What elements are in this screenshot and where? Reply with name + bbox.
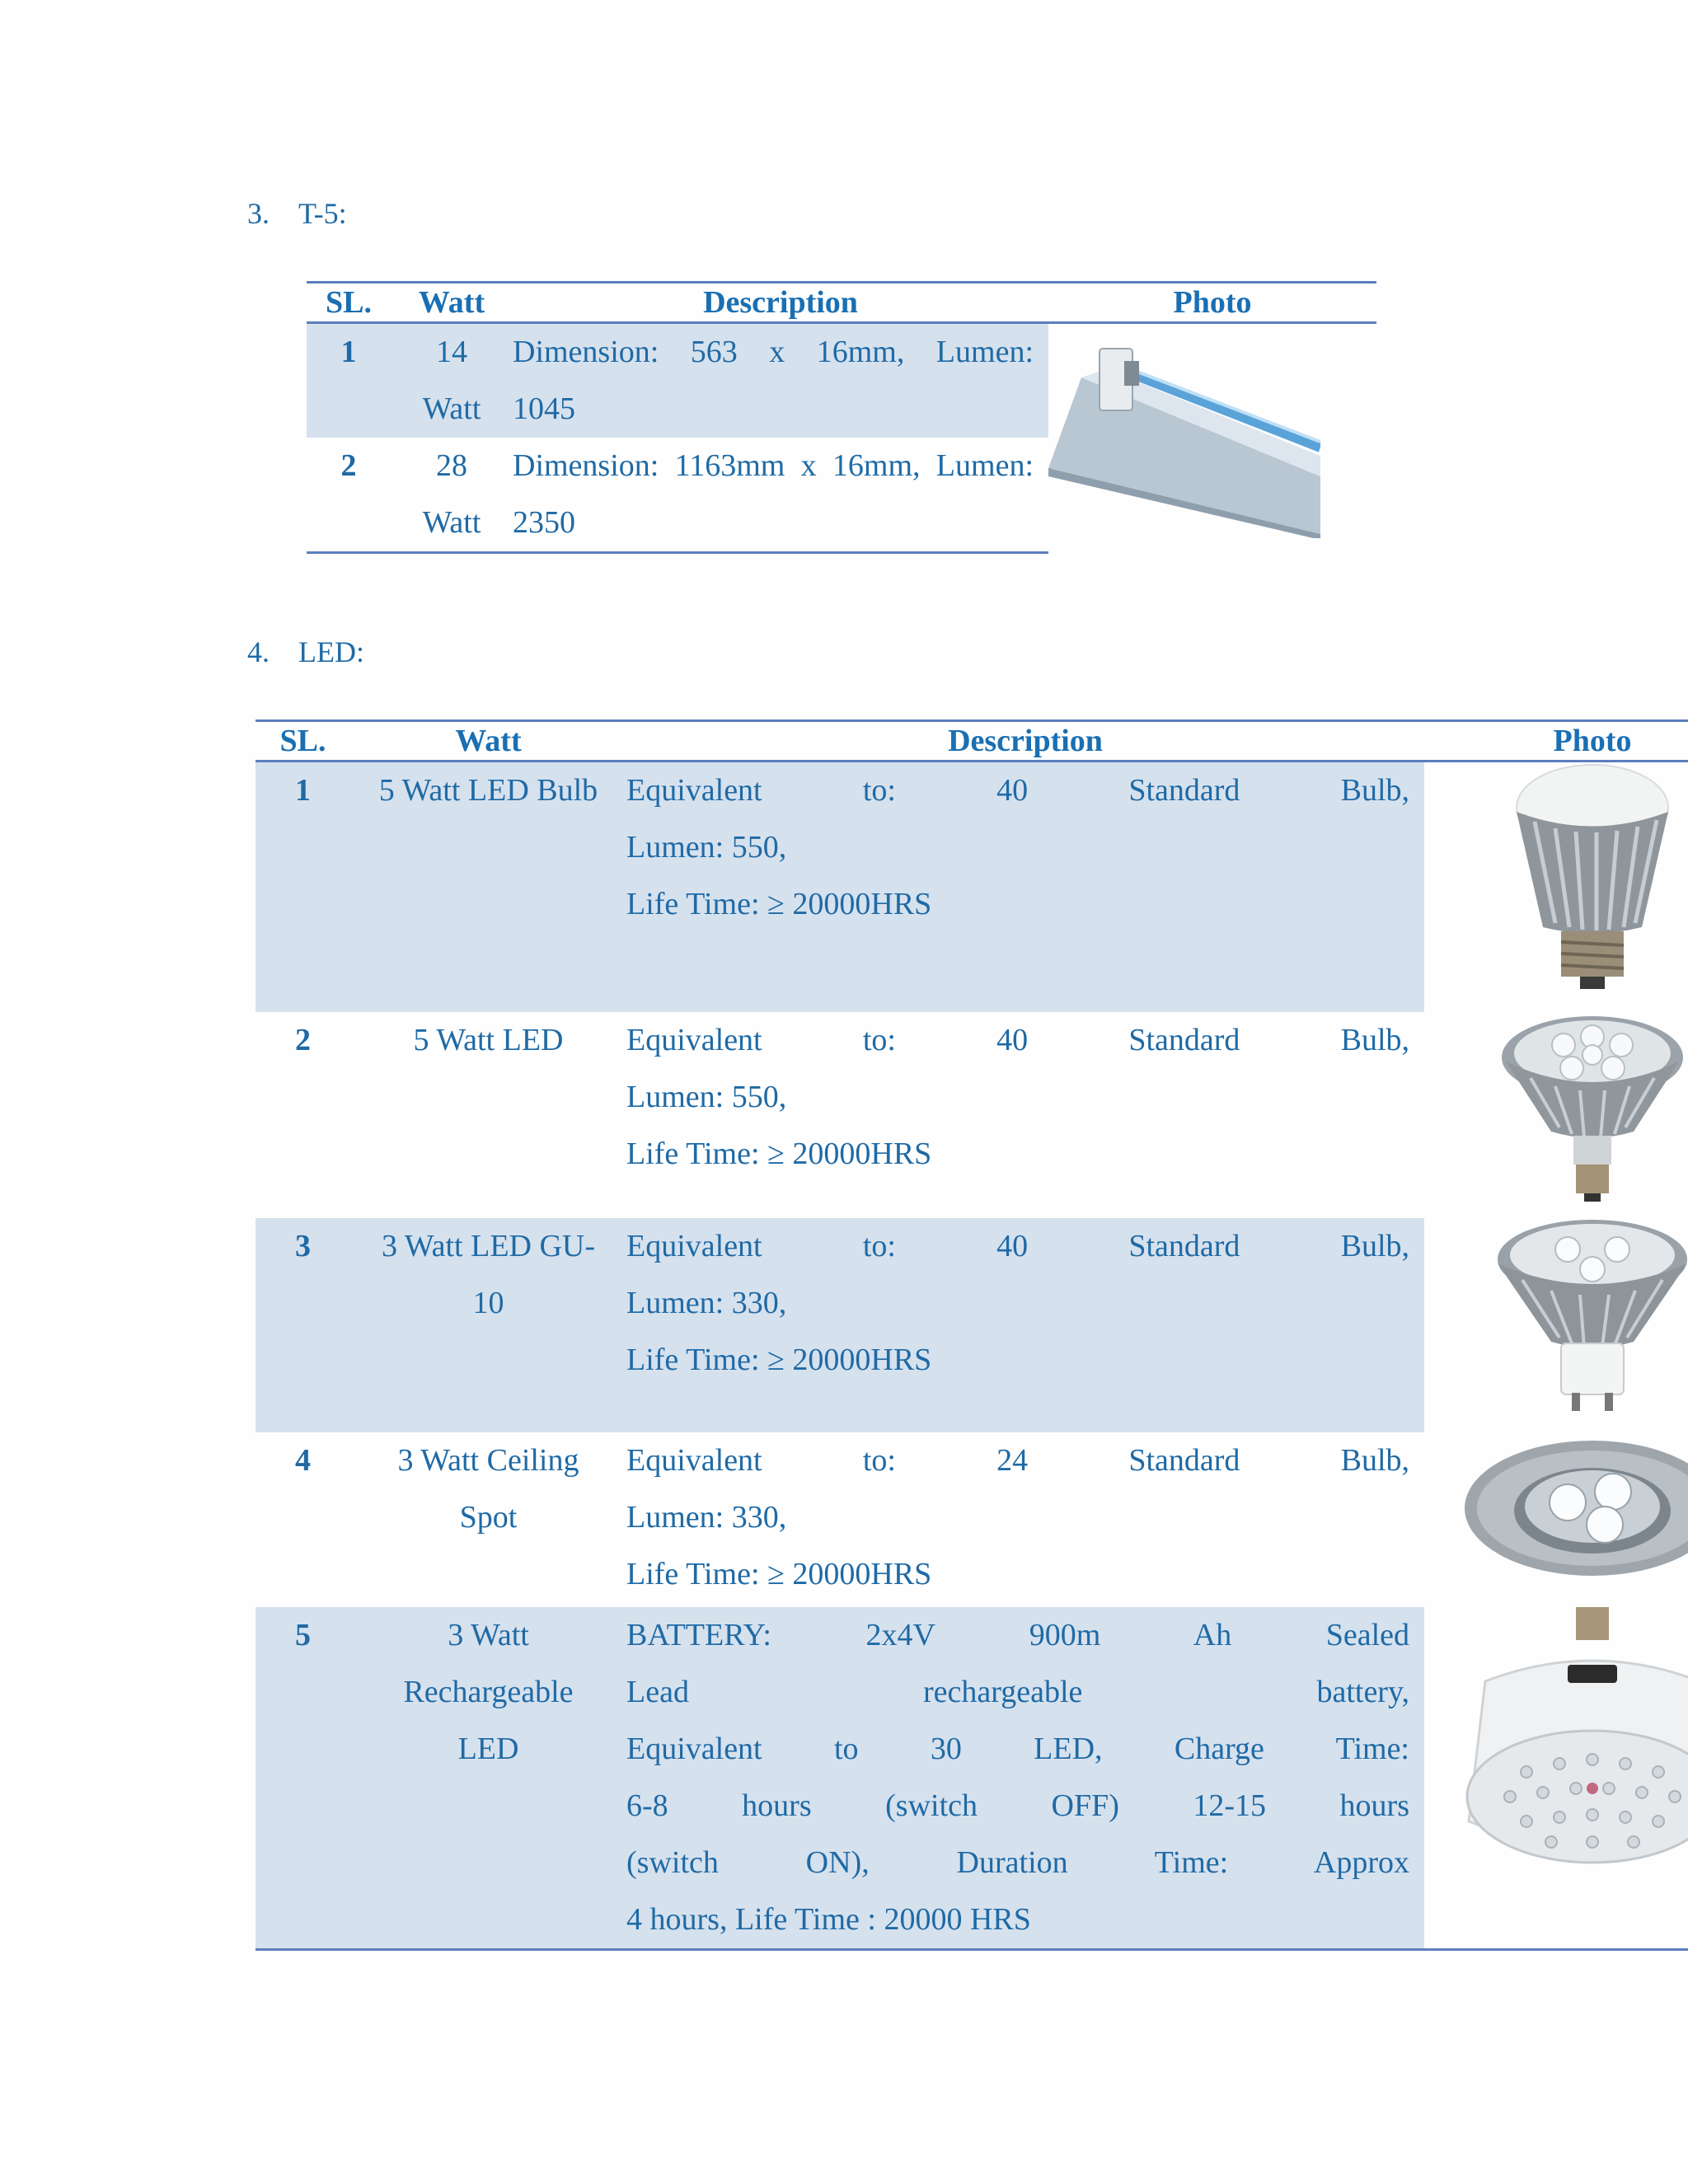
ceiling-spot-icon xyxy=(1461,1432,1688,1581)
watt-line: 3 Watt LED GU- xyxy=(381,1228,596,1263)
watt-line: LED xyxy=(457,1731,519,1766)
section-title: T-5: xyxy=(298,197,347,230)
table-row xyxy=(256,1607,1688,1950)
row-description xyxy=(513,438,1048,553)
watt-line: Rechargeable xyxy=(403,1674,574,1709)
watt-line: Spot xyxy=(459,1499,518,1535)
desc-line: 1045 xyxy=(513,391,575,426)
desc-line: 2350 xyxy=(513,505,575,540)
desc-line: (switch ON), Duration Time: Approx xyxy=(626,1844,1409,1880)
header-watt: Watt xyxy=(391,283,513,323)
watt-line: Watt xyxy=(422,505,481,540)
header-description: Description xyxy=(626,721,1424,762)
desc-line: Equivalent to: 40 Standard Bulb, xyxy=(626,773,1409,808)
led-table xyxy=(256,719,1688,1951)
header-description: Description xyxy=(513,283,1048,323)
photo-cell xyxy=(1424,1218,1688,1432)
desc-line: Lead rechargeable battery, xyxy=(626,1674,1409,1709)
desc-line: Dimension: 1163mm x 16mm, Lumen: xyxy=(513,448,1034,483)
header-photo: Photo xyxy=(1048,283,1376,323)
row-sl: 2 xyxy=(307,438,391,553)
header-photo: Photo xyxy=(1424,721,1688,762)
desc-line: Life Time: ≥ 20000HRS xyxy=(626,887,932,921)
row-watt xyxy=(391,438,513,553)
desc-line: Lumen: 330, xyxy=(626,1285,787,1320)
row-sl: 5 xyxy=(256,1607,350,1950)
watt-line: 28 xyxy=(436,448,467,483)
watt-line: Watt xyxy=(422,391,481,426)
section-heading-t5 xyxy=(247,196,347,231)
header-sl: SL. xyxy=(256,721,350,762)
photo-cell xyxy=(1424,1432,1688,1607)
desc-line: Equivalent to: 40 Standard Bulb, xyxy=(626,1228,1409,1263)
section-number: 3. xyxy=(247,197,270,230)
desc-line: BATTERY: 2x4V 900m Ah Sealed xyxy=(626,1617,1409,1652)
section-number: 4. xyxy=(247,635,270,668)
rechargeable-led-icon xyxy=(1452,1607,1688,1879)
row-description xyxy=(626,1218,1424,1432)
desc-line: Lumen: 550, xyxy=(626,1079,787,1114)
row-watt xyxy=(350,1432,626,1607)
row-watt xyxy=(350,762,626,1012)
desc-line: Equivalent to 30 LED, Charge Time: xyxy=(626,1731,1409,1766)
desc-line: Life Time: ≥ 20000HRS xyxy=(626,1342,932,1377)
row-description xyxy=(626,1607,1424,1950)
row-sl: 4 xyxy=(295,1442,311,1478)
watt-line: 10 xyxy=(472,1285,504,1320)
row-watt xyxy=(350,1607,626,1950)
table-row xyxy=(256,1432,1688,1607)
desc-line: Equivalent to: 24 Standard Bulb, xyxy=(626,1442,1409,1478)
watt-line: 5 Watt LED Bulb xyxy=(378,773,598,808)
desc-line: Lumen: 330, xyxy=(626,1499,787,1535)
row-description xyxy=(626,1432,1424,1607)
row-description xyxy=(626,762,1424,1012)
section-heading-led xyxy=(247,635,364,669)
led-gu10-icon xyxy=(1493,1218,1688,1416)
row-sl: 1 xyxy=(256,762,350,1012)
row-description xyxy=(513,323,1048,438)
table-row xyxy=(256,1218,1688,1432)
desc-line: 6-8 hours (switch OFF) 12-15 hours xyxy=(626,1788,1409,1823)
header-sl: SL. xyxy=(307,283,391,323)
table-row xyxy=(256,1012,1688,1218)
row-sl: 3 xyxy=(256,1218,350,1432)
photo-cell xyxy=(1424,1607,1688,1950)
led-bulb-icon xyxy=(1510,762,1675,993)
table-row xyxy=(256,762,1688,1012)
row-sl: 2 xyxy=(295,1022,311,1057)
row-watt xyxy=(350,1012,626,1218)
led-par-lamp-icon xyxy=(1498,1012,1687,1202)
header-watt: Watt xyxy=(350,721,626,762)
t5-table xyxy=(307,281,1376,554)
photo-cell xyxy=(1048,323,1376,553)
row-sl: 1 xyxy=(307,323,391,438)
watt-line: 3 Watt xyxy=(448,1617,529,1652)
desc-line: Dimension: 563 x 16mm, Lumen: xyxy=(513,335,1034,369)
row-watt xyxy=(350,1218,626,1432)
desc-line: Life Time: ≥ 20000HRS xyxy=(626,1136,932,1171)
desc-line: Equivalent to: 40 Standard Bulb, xyxy=(626,1022,1409,1057)
desc-line: Lumen: 550, xyxy=(626,830,787,865)
row-watt xyxy=(391,323,513,438)
row-description xyxy=(626,1012,1424,1218)
watt-line: 5 Watt LED xyxy=(413,1022,564,1057)
photo-cell xyxy=(1424,1012,1688,1218)
photo-cell xyxy=(1424,762,1688,1012)
watt-line: 3 Watt Ceiling xyxy=(397,1442,579,1478)
fluorescent-tube-fixture-icon xyxy=(1048,324,1320,538)
table-header-row xyxy=(256,721,1688,762)
table-row xyxy=(307,323,1376,438)
watt-line: 14 xyxy=(436,335,467,369)
table-header-row xyxy=(307,283,1376,323)
section-title: LED: xyxy=(298,635,364,668)
desc-line: Life Time: ≥ 20000HRS xyxy=(626,1556,932,1591)
desc-line: 4 hours, Life Time : 20000 HRS xyxy=(626,1901,1031,1937)
